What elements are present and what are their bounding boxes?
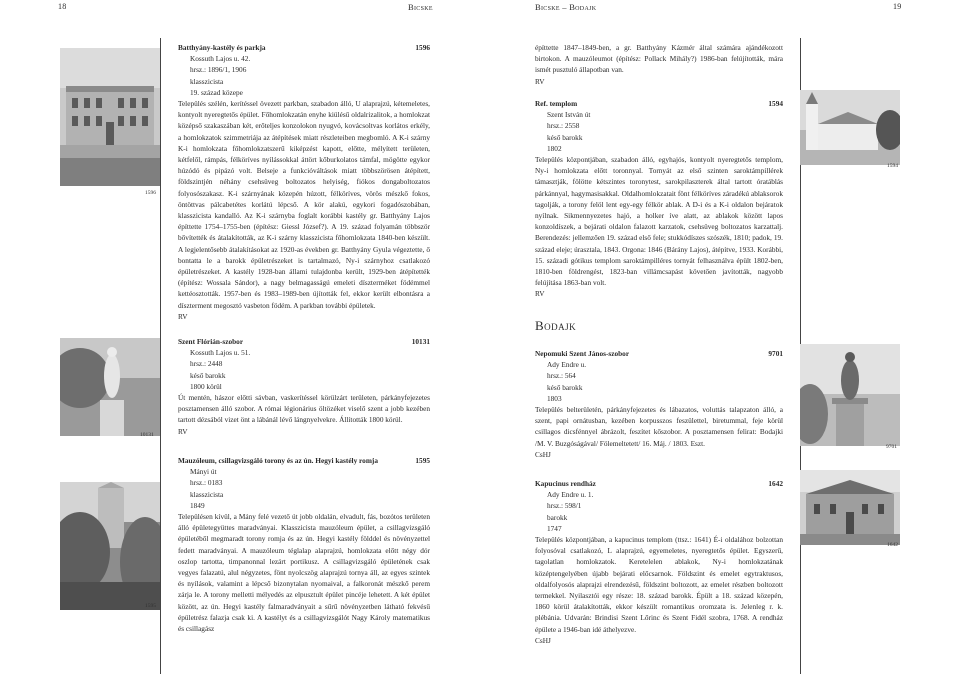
entry-style: klasszicista xyxy=(190,489,224,499)
entry-style: klasszicista xyxy=(190,76,224,86)
entry-title: Kapucinus rendház xyxy=(535,479,596,488)
entry-id: 1595 xyxy=(415,456,430,465)
nepomuk-photo-id: 9701 xyxy=(886,444,897,450)
entry-reformed-church xyxy=(535,98,783,300)
capuchin-photo-id: 1642 xyxy=(887,542,898,548)
entry-title: Mauzóleum, csillagvizsgáló torony és az ún. Hegyi kastély romja xyxy=(178,456,378,465)
entry-florian-statue xyxy=(178,336,430,437)
entry-signature: RV xyxy=(178,426,188,436)
entry-hrsz: hrsz.: 1896/1, 1906 xyxy=(190,65,247,75)
entry-signature: CsHJ xyxy=(535,449,551,459)
entry-mausoleum-continued xyxy=(535,42,783,87)
entry-title: Szent Flórián-szobor xyxy=(178,337,244,346)
entry-signature: CsHJ xyxy=(535,635,551,645)
entry-hrsz: hrsz.: 2558 xyxy=(547,121,580,131)
entry-date: 1802 xyxy=(547,143,562,153)
entry-title: Ref. templom xyxy=(535,99,578,108)
entry-address: Kossuth Lajos u. 42. xyxy=(190,54,251,64)
entry-address: Mányi út xyxy=(190,467,217,477)
entry-id: 1642 xyxy=(768,479,783,488)
nepomuk-statue-photo xyxy=(800,344,900,446)
entry-description: Településen kívül, a Mány felé vezető út jobb oldalán, elvadult, fás, bozótos területen álló épületegyüttes maradványai. Klasszicista mauzóleum épület, a csillagvizsgáló épületéből megmaradt torony romja és az ún. Hegyi kastély földdel és növényzettel fedett maradványai. A mauzóleum téglalap alaprajzú, homlokzata előtt négy dór oszlop tartotta, timpanonnal lezárt portikusz. A csillagvizsgáló épületének csak vegyes falazatú, alul négyzetes, fönt nyolcszög alaprajzú tornya áll, az egyes szintek és nyílások, valamint a lépcső bizonytalan nyomaival, a falkoronát mészkő perem zárja le. A torony melletti mélyedés az elpusztult épület pincéje lehetett. A két épület között, az ún. Hegyi kastély falmaradványait a sűrű növényzetben látható fekvésű épületrész falazja csak ki. A kastélyt és a csillagvizsgálót Nagy Károly matematikus és csillagász xyxy=(178,512,430,634)
entry-date: 19. század közepe xyxy=(190,87,243,97)
entry-id: 1594 xyxy=(768,99,783,108)
mausoleum-photo xyxy=(60,482,160,610)
entry-batthyany-castle xyxy=(178,42,430,322)
reformed-church-photo xyxy=(800,90,900,165)
entry-hrsz: hrsz.: 564 xyxy=(547,371,576,381)
left-page-number: 18 xyxy=(58,2,67,11)
entry-style: késő barokk xyxy=(547,382,583,392)
mausoleum-photo-id: 1595 xyxy=(145,603,156,609)
entry-id: 9701 xyxy=(768,349,783,358)
entry-description: Település belterületén, párkányfejezetes és lábazatos, voluttás talapzaton álló, a szent, papi ornátusban, kezében korpusszos feszülettel, biretummal, feje körül csillagos dicsfénnyel ábrázolt, feszítet kőszobor. A posztamensen felirat: Bodajki /M. V. Buzgóságával/ Fölemeltetett/ 16. Máj. / 1803. Eszt. xyxy=(535,405,783,448)
entry-date: 1800 körül xyxy=(190,381,222,391)
florian-photo-id: 10131 xyxy=(140,432,154,438)
entry-description: Település központjában, a kapucinus templom (ttsz.: 1641) É-i oldalához bolzottan folyosóval csatlakozó, L alaprajzú, egyemeletes, nyeregtetős épület. Egyszerű, tagolatlan homlokzatok. Keretelelen ablakok, Ny-i homlokzatának középtengelyében újabb bejárati előcsarnok. Földszint és emelet egytraktusos, oldalfolyosós alaprajzi elrendezésű, földszint boltozott, az emelet részben boltozott termekkel. Nyilasztói egy része: 18. század barokk. Épült a 18. század közepén, 1860 körül átalakították, ekkor készült romantikus oromzata is. Jelenleg r. k. plébánia. Udvarán: Brindisi Szent Lőrinc és Szent Fidél szobra, 1768. A rendház épülete a 1946-ban idé áthelyezve. xyxy=(535,535,783,634)
entry-date: 1803 xyxy=(547,393,562,403)
batthyany-castle-photo xyxy=(60,48,160,186)
entry-description: Település szélén, kerítéssel övezett parkban, szabadon álló, U alaprajzú, kétemeletes, kontyolt nyeregtetős épület. Főhomlokzatán enyhe kiülésű oldalrizalitok, a homlokzat középső szakaszában két, erőteljes konzolokon nyugvó, kovácsoltvas korlátos erkély, a homlokzatok szimmetriája az átépítések miatt részleteiben megbomló. A K-i szárny K-i homlokzata főhomlokzatszerű kiképzést kapott, előtte, mélyített területen, kétfelől, rámpás, félköríves nyílássokkal áttört kőburkolatos támfal, mögötte egykor húzódó és pipázó volt. Belseje a funkcióváltások miatt többszörösen átépített, földszintjén néhány csehsüveg boltozatos helyiség, fiókos dongaboltozatos folyosószakasz. K-i szárnyának közepén húzott, félköríves, vörös mészkő fokos, öntöttvas pálcabetétes korlátú lépcső. A kör alakú, egykori fogadószobában, klasszicista kandalló. Az K-i szárnyba foglalt korábbi kastély gr. Batthyány Lajos építtette 1754–1755-ben (építész: Giessl József?). A 19. század folyamán többször bővítették és átalakították, az K-i szárny klasszicista főhomlokzata 1840-ben készült. A legjelentősebb átalakításokat az 1920-as években gr. Batthyány Gyula végeztette, ő bontatta le a barokk épületrészeket is tartalmazó, Ny-i szárnyhoz csatlakozó épületrészeket. A kastély 1928-ban állami tulajdonba került, 1929-ben átépítették (építész: Wossala Sándor), a nagy belmagasságú emeleti díszterméket födémmel kettéosztották. 1957-ben és 1983–1989-ben újították fel, ekkor került elbontásra a díszterment megosztó vasbeton födém. A parkban további épületek. xyxy=(178,99,430,310)
entry-address: Kossuth Lajos u. 51. xyxy=(190,348,251,358)
entry-hrsz: hrsz.: 0183 xyxy=(190,478,223,488)
entry-description: Település központjában, szabadon álló, egyhajós, kontyolt nyeregtetős templom, Ny-i homlokzata előtt toronnyal. Tornyát az első szinten saroktámpillérek támasztják, fölötte kétszintes toronytest, sarokpilaszterek által tartott óratáblás párkánnyal, hagymasisakkal. Oldalhomlokzatait fönt félköríves záradékú ablaksorok tagolják, a torony felöl lent egy-egy félkör ablak. A D-i és a K-i oldalon bejáratok nyílnak. Sikmennyezetes hajó, a holker íve alatt, az ablakok között lapos konzoldíszek, a bejárati oldalon falazott karzatok, csehsüveg boltozatos karzattalj. Berendezés: jellemzően 19. század első fele; stukkódíszes szószék, 1810; padok, 19. század eleje; úrasztala, 1843. Orgona: 1846 (Bárány Lajos), átépítve, 1933. Korábbi, 15. századi gótikus templom saroktámpilléres tornyát felhasználva épült 1802-ben, 1810-ben földrengést, 1823-ban villámcsapást követően javították, nagyobb felújítása 1863-ban volt. xyxy=(535,155,783,288)
entry-capuchin-house xyxy=(535,478,783,646)
entry-id: 10131 xyxy=(411,337,430,346)
entry-signature: RV xyxy=(535,76,545,86)
left-running-title: Bicske xyxy=(408,2,433,12)
left-margin-rule xyxy=(160,38,161,674)
entry-address: Szent István út xyxy=(547,110,591,120)
entry-signature: RV xyxy=(178,311,188,321)
right-running-title: Bicske – Bodajk xyxy=(535,2,597,12)
entry-hrsz: hrsz.: 598/1 xyxy=(547,501,582,511)
entry-mausoleum xyxy=(178,455,430,634)
church-photo-id: 1594 xyxy=(887,163,898,169)
entry-date: 1849 xyxy=(190,500,205,510)
florian-statue-photo xyxy=(60,338,160,436)
entry-title: Batthyány-kastély és parkja xyxy=(178,43,266,52)
entry-description: Út mentén, hászor előtti sávban, vaskerítéssel körülzárt területen, párkányfejezetes posztamensen álló szobor. A római légionárius öltözéket viselő szent a jobb kezében tartott dézsából vizet önt a lábánál lévő lángnyelvekre. Állították 1800 körül. xyxy=(178,393,430,425)
entry-hrsz: hrsz.: 2448 xyxy=(190,359,223,369)
entry-title: Nepomuki Szent János-szobor xyxy=(535,349,630,358)
capuchin-house-photo xyxy=(800,470,900,545)
entry-date: 1747 xyxy=(547,523,562,533)
entry-signature: RV xyxy=(535,289,545,299)
section-title-bodajk: Bodajk xyxy=(535,318,577,333)
entry-nepomuk-statue xyxy=(535,348,783,460)
entry-description: építtette 1847–1849-ben, a gr. Batthyány Kázmér által számára ajándékozott birtokon. A mauzóleumot (építész: Pollack Mihály?) 1986-ban felújították, mára ismét pusztuló állapotban van. xyxy=(535,43,783,75)
entry-style: barokk xyxy=(547,512,568,522)
entry-id: 1596 xyxy=(415,43,430,52)
entry-address: Ady Endre u. xyxy=(547,360,587,370)
entry-style: késő barokk xyxy=(547,132,583,142)
batthyany-photo-id: 1596 xyxy=(145,190,156,196)
entry-address: Ady Endre u. 1. xyxy=(547,490,594,500)
entry-style: késő barokk xyxy=(190,370,226,380)
right-page-number: 19 xyxy=(893,2,902,11)
